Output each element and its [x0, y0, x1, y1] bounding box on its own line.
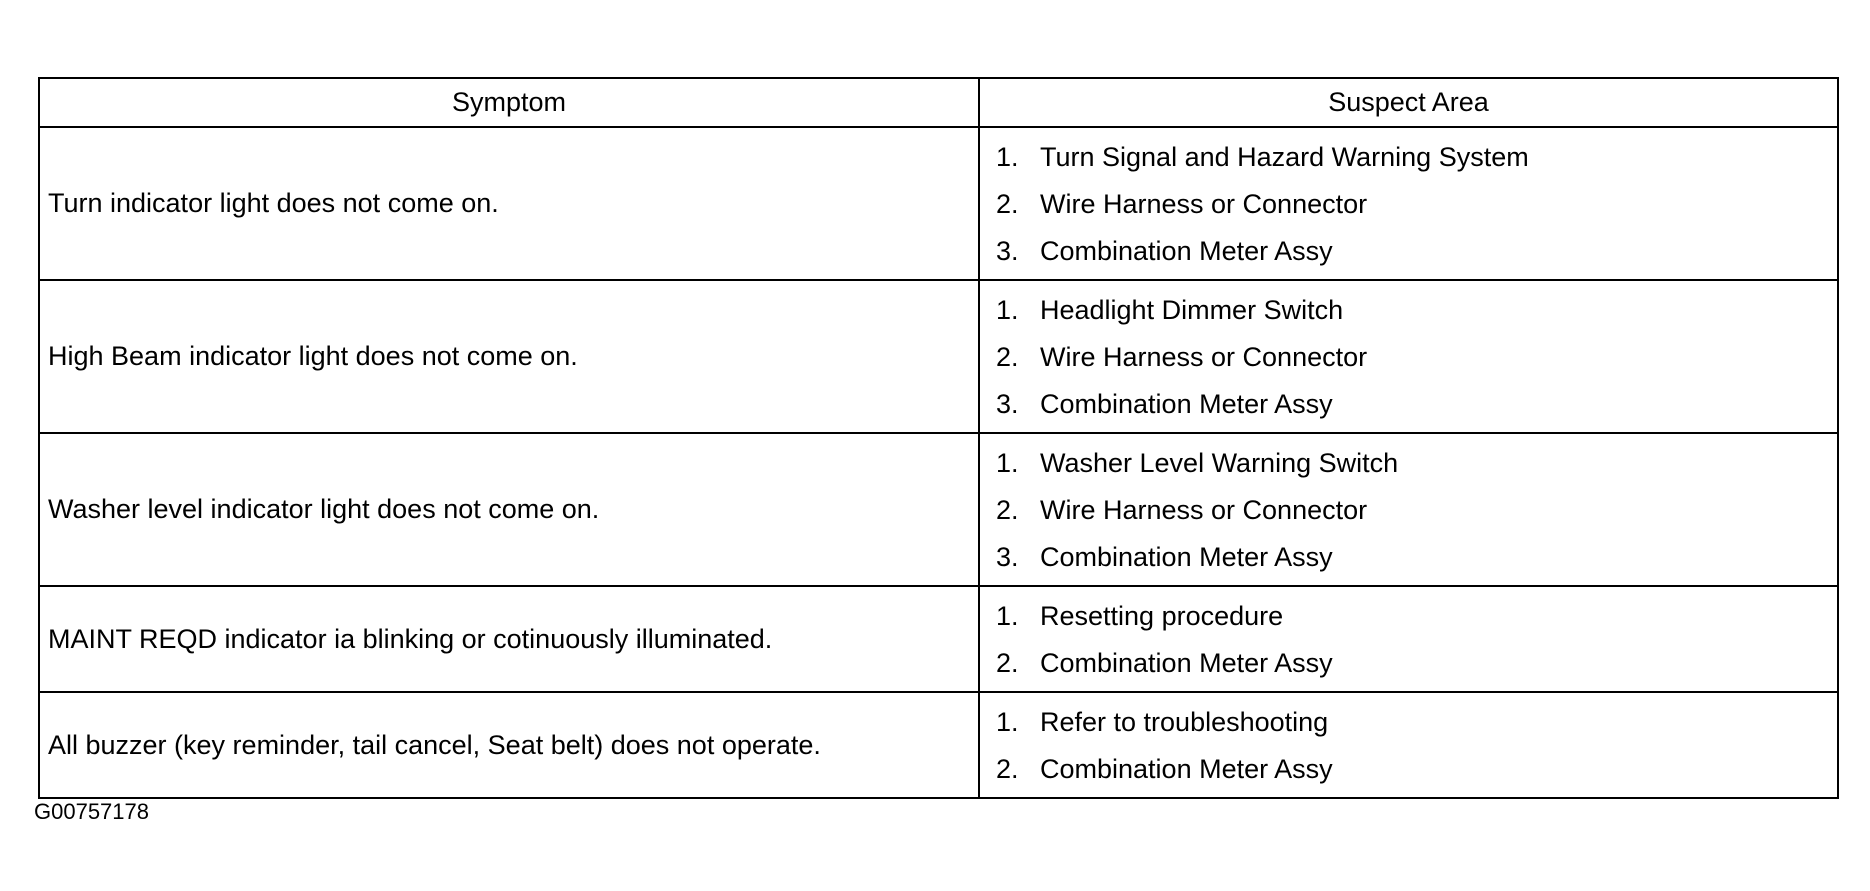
suspect-item-text: Combination Meter Assy — [1040, 389, 1333, 419]
table-header-row — [39, 78, 1838, 127]
suspect-item — [980, 134, 1837, 181]
figure-code: G00757178 — [34, 799, 149, 824]
suspect-item — [980, 746, 1837, 793]
suspect-item-text: Combination Meter Assy — [1040, 236, 1333, 266]
suspect-item-text: Wire Harness or Connector — [1040, 342, 1368, 372]
table-row — [39, 433, 1838, 586]
suspect-item — [980, 334, 1837, 381]
suspect-item-number: 3. — [996, 389, 1019, 419]
suspect-item — [980, 534, 1837, 581]
suspect-area-cell — [979, 127, 1838, 280]
suspect-list — [980, 699, 1837, 793]
symptom-column-header: Symptom — [39, 78, 979, 127]
suspect-item-text: Wire Harness or Connector — [1040, 495, 1368, 525]
symptom-cell: Turn indicator light does not come on. — [39, 127, 979, 280]
suspect-item — [980, 381, 1837, 428]
suspect-item-number: 2. — [996, 754, 1019, 784]
suspect-item-number: 2. — [996, 342, 1019, 372]
suspect-item-text: Combination Meter Assy — [1040, 542, 1333, 572]
suspect-item — [980, 640, 1837, 687]
suspect-item-number: 1. — [996, 707, 1019, 737]
suspect-item-text: Washer Level Warning Switch — [1040, 448, 1399, 478]
suspect-item — [980, 440, 1837, 487]
suspect-item-text: Wire Harness or Connector — [1040, 189, 1368, 219]
suspect-item — [980, 181, 1837, 228]
suspect-item-text: Combination Meter Assy — [1040, 648, 1333, 678]
suspect-item-number: 3. — [996, 236, 1019, 266]
suspect-item — [980, 487, 1837, 534]
suspect-list — [980, 287, 1837, 428]
suspect-item-number: 3. — [996, 542, 1019, 572]
troubleshooting-table — [38, 77, 1839, 799]
suspect-item-number: 2. — [996, 189, 1019, 219]
symptom-cell: High Beam indicator light does not come on. — [39, 280, 979, 433]
suspect-item — [980, 593, 1837, 640]
suspect-item-number: 2. — [996, 495, 1019, 525]
suspect-item — [980, 287, 1837, 334]
symptom-cell: All buzzer (key reminder, tail cancel, Seat belt) does not operate. — [39, 692, 979, 798]
suspect-item-number: 2. — [996, 648, 1019, 678]
suspect-area-cell — [979, 433, 1838, 586]
suspect-item — [980, 699, 1837, 746]
suspect-area-cell — [979, 586, 1838, 692]
suspect-item-text: Turn Signal and Hazard Warning System — [1040, 142, 1529, 172]
suspect-item-text: Resetting procedure — [1040, 601, 1284, 631]
suspect-item-number: 1. — [996, 601, 1019, 631]
table-row — [39, 586, 1838, 692]
suspect-item-text: Refer to troubleshooting — [1040, 707, 1329, 737]
suspect-item-number: 1. — [996, 448, 1019, 478]
table-row — [39, 280, 1838, 433]
troubleshooting-table-container — [38, 77, 1837, 799]
suspect-item-text: Headlight Dimmer Switch — [1040, 295, 1344, 325]
table-row — [39, 127, 1838, 280]
table-body — [39, 127, 1838, 798]
suspect-item-number: 1. — [996, 142, 1019, 172]
suspect-item-text: Combination Meter Assy — [1040, 754, 1333, 784]
suspect-area-cell — [979, 692, 1838, 798]
suspect-list — [980, 593, 1837, 687]
symptom-cell: MAINT REQD indicator ia blinking or cotinuously illuminated. — [39, 586, 979, 692]
suspect-item — [980, 228, 1837, 275]
suspect-list — [980, 440, 1837, 581]
suspect-area-column-header: Suspect Area — [979, 78, 1838, 127]
symptom-cell: Washer level indicator light does not come on. — [39, 433, 979, 586]
suspect-list — [980, 134, 1837, 275]
suspect-area-cell — [979, 280, 1838, 433]
suspect-item-number: 1. — [996, 295, 1019, 325]
table-row — [39, 692, 1838, 798]
